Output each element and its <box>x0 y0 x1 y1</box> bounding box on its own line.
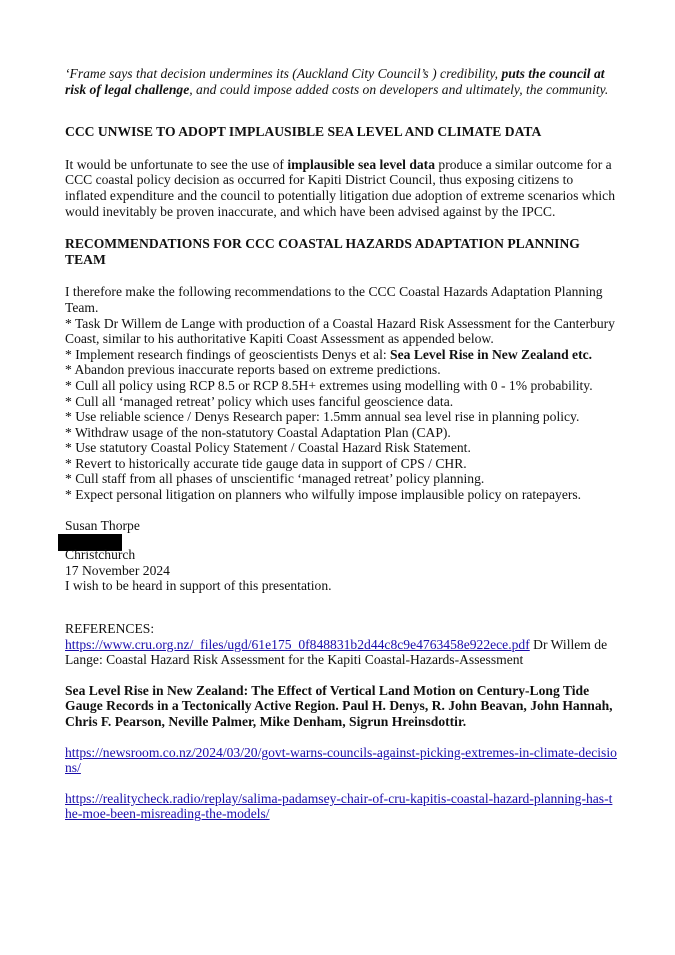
recommendation-item: * Task Dr Willem de Lange with production of a Coastal Hazard Risk Assessment for the Canterbury Coast, similar to his authoritative Kapiti Coast Assessment as appended below. <box>65 315 615 347</box>
recommendation-item: * Use reliable science / Denys Research paper: 1.5mm annual sea level rise in planning policy. <box>65 409 580 425</box>
reference-1 <box>65 637 617 668</box>
reference-link-2[interactable]: https://newsroom.co.nz/2024/03/20/govt-warns-councils-against-picking-extremes-in-climate-decisions/ <box>65 744 617 776</box>
section1-text-bold: implausible sea level data <box>287 156 436 172</box>
recommendation-item <box>65 347 617 363</box>
recommendation-bold-text: Sea Level Rise in New Zealand etc. <box>390 346 593 362</box>
recommendation-item: * Expect personal litigation on planners who wilfully impose implausible policy on ratepayers. <box>65 487 582 503</box>
intro-text-bold: puts the council at risk of legal challenge <box>65 66 605 97</box>
intro-quote <box>65 66 617 97</box>
reference-2 <box>65 745 617 776</box>
intro-text-2: , and could impose added costs on developers and ultimately, the community. <box>189 81 609 97</box>
signature-city: Christchurch <box>65 547 136 563</box>
signature-name: Susan Thorpe <box>65 517 140 533</box>
references-heading: REFERENCES: <box>65 621 155 637</box>
section2-intro: I therefore make the following recommendations to the CCC Coastal Hazards Adaptation Planning Team. <box>65 284 603 315</box>
recommendation-item: * Cull all ‘managed retreat’ policy which uses fanciful geoscience data. <box>65 393 454 409</box>
section1-paragraph <box>65 157 617 219</box>
recommendation-item: * Cull all policy using RCP 8.5 or RCP 8.5H+ extremes using modelling with 0 - 1% probability. <box>65 377 593 393</box>
recommendation-text: * Implement research findings of geoscientists Denys et al: <box>65 346 391 362</box>
reference-link-3[interactable]: https://realitycheck.radio/replay/salima-padamsey-chair-of-cru-kapitis-coastal-hazard-planning-has-the-moe-been-misreading-the-models/ <box>65 790 613 822</box>
recommendation-item: * Cull staff from all phases of unscientific ‘managed retreat’ policy planning. <box>65 471 485 487</box>
signature-date: 17 November 2024 <box>65 562 170 578</box>
recommendations-list <box>65 316 617 503</box>
signature-note: I wish to be heard in support of this presentation. <box>65 578 332 594</box>
recommendation-item: * Use statutory Coastal Policy Statement / Coastal Hazard Risk Statement. <box>65 440 471 456</box>
intro-text-1: ‘Frame says that decision undermines its (Auckland City Council’s ) credibility, <box>65 66 502 81</box>
reference-paper: Sea Level Rise in New Zealand: The Effect of Vertical Land Motion on Century-Long Tide Gauge Records in a Tectonically Active Region. Paul H. Denys, R. John Beavan, John Hannah, Chris F. Pearson, Neville Palmer, Mike Denham, Sigrun Hreinsdottir. <box>65 682 613 729</box>
reference-1-description: Dr Willem de Lange: Coastal Hazard Risk Assessment for the Kapiti Coastal-Hazards-Assessment <box>65 636 608 668</box>
recommendation-item: * Revert to historically accurate tide gauge data in support of CPS / CHR. <box>65 455 467 471</box>
recommendation-item: * Abandon previous inaccurate reports based on extreme predictions. <box>65 362 441 378</box>
section1-text-1: It would be unfortunate to see the use of <box>65 156 288 172</box>
section1-text-2: produce a similar outcome for a CCC coastal policy decision as occurred for Kapiti District Council, thus exposing citizens to inflated expenditure and the council to potentially litigation due adoption of extreme scenarios which would inevitably be proven inaccurate, and which have been advised against by the IPCC. <box>65 156 616 219</box>
reference-3 <box>65 791 617 822</box>
reference-link-1[interactable]: https://www.cru.org.nz/_files/ugd/61e175_0f848831b2d44c8c9e4763458e922ece.pdf <box>65 636 530 652</box>
recommendation-item: * Withdraw usage of the non-statutory Coastal Adaptation Plan (CAP). <box>65 424 451 440</box>
section2-heading: RECOMMENDATIONS FOR CCC COASTAL HAZARDS ADAPTATION PLANNING TEAM <box>65 236 580 267</box>
section1-heading: CCC UNWISE TO ADOPT IMPLAUSIBLE SEA LEVEL AND CLIMATE DATA <box>65 124 542 140</box>
